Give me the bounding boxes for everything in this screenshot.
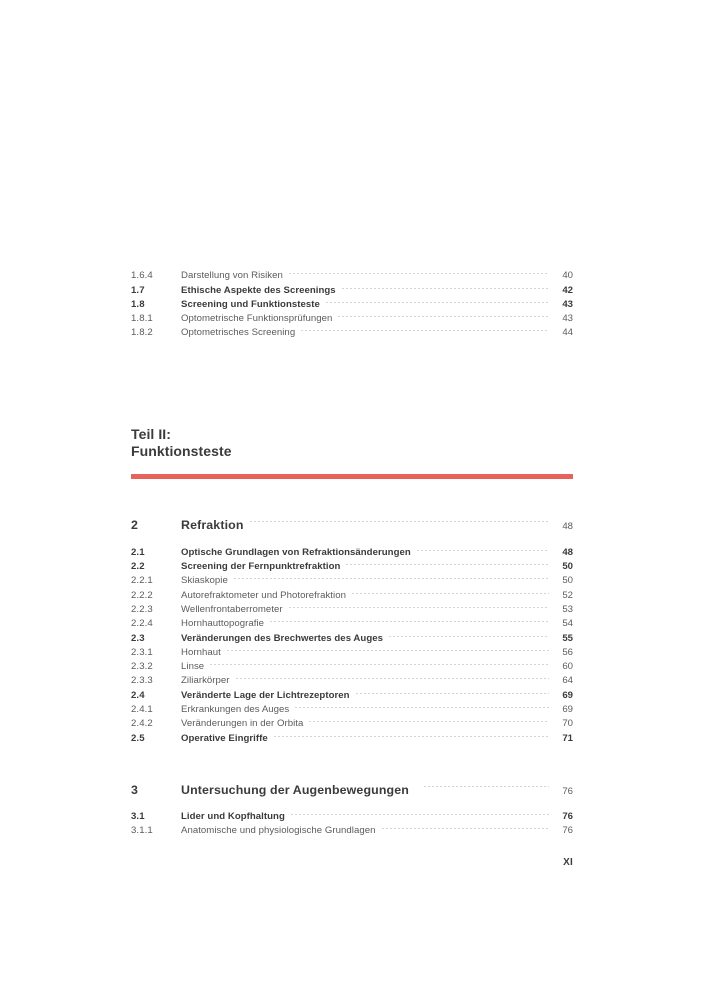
toc-entry-number: 2.2.4 <box>131 618 153 630</box>
toc-row[interactable] <box>131 264 573 282</box>
part-heading-block <box>131 426 573 479</box>
toc-group-chapter1-continued <box>131 264 573 339</box>
toc-entry-number: 2.3.3 <box>131 675 153 687</box>
dot-leader <box>355 683 549 697</box>
toc-entry-title: Wellenfrontaberrometer <box>181 603 283 615</box>
toc-entry-page: 76 <box>562 825 573 837</box>
toc-content <box>131 264 573 837</box>
toc-entry-title: Ziliarkörper <box>181 675 230 687</box>
toc-group-chapter3 <box>131 805 573 837</box>
toc-entry-page: 60 <box>562 661 573 673</box>
chapter-title: Untersuchung der Augenbewegungen <box>181 782 409 797</box>
toc-entry-page: 54 <box>562 618 573 630</box>
spacer <box>131 335 573 426</box>
dot-leader <box>288 264 549 278</box>
dot-leader <box>273 726 549 740</box>
dot-leader <box>388 626 549 640</box>
dot-leader <box>294 698 549 712</box>
dot-leader <box>300 321 549 335</box>
toc-entry-title: Screening der Fernpunktrefraktion <box>181 561 341 573</box>
toc-entry-title: Optometrisches Screening <box>181 327 296 339</box>
toc-entry-title: Screening und Funktionsteste <box>181 298 320 310</box>
toc-entry-title: Operative Eingriffe <box>181 732 268 744</box>
dot-leader <box>308 712 549 726</box>
toc-entry-number: 2.2.3 <box>131 603 153 615</box>
toc-entry-number: 1.8 <box>131 298 145 310</box>
toc-entry-number: 2.3.1 <box>131 646 153 658</box>
toc-entry-page: 53 <box>562 603 573 615</box>
toc-entry-title: Hornhauttopografie <box>181 618 265 630</box>
toc-entry-title: Autorefraktometer und Photorefraktion <box>181 589 346 601</box>
toc-entry-page: 70 <box>562 718 573 730</box>
toc-entry-number: 2.5 <box>131 732 145 744</box>
toc-entry-title: Ethische Aspekte des Screenings <box>181 284 336 296</box>
toc-entry-title: Anatomische und physiologische Grundlagen <box>181 825 376 837</box>
toc-entry-number: 2.3.2 <box>131 661 153 673</box>
dot-leader <box>345 555 549 569</box>
toc-entry-page: 71 <box>562 732 573 744</box>
toc-entry-number: 1.8.1 <box>131 313 153 325</box>
toc-entry-number: 2.4.2 <box>131 718 153 730</box>
dot-leader <box>209 655 549 669</box>
toc-group-chapter2 <box>131 540 573 744</box>
chapter-number: 2 <box>131 518 139 533</box>
chapter-number: 3 <box>131 782 139 797</box>
toc-entry-number: 3.1.1 <box>131 825 153 837</box>
toc-entry-page: 42 <box>562 284 573 296</box>
dot-leader <box>351 583 549 597</box>
toc-row-chapter[interactable] <box>131 773 573 797</box>
toc-entry-page: 55 <box>562 632 573 644</box>
toc-entry-number: 2.4.1 <box>131 704 153 716</box>
dot-leader <box>423 773 549 794</box>
part-label-line2: Funktionsteste <box>131 443 232 460</box>
toc-entry-number: 1.7 <box>131 284 145 296</box>
toc-entry-page: 64 <box>562 675 573 687</box>
toc-entry-title: Darstellung von Risiken <box>181 270 283 282</box>
toc-entry-number: 2.1 <box>131 546 145 558</box>
dot-leader <box>233 569 549 583</box>
toc-entry-title: Veränderungen des Brechwertes des Auges <box>181 632 383 644</box>
toc-entry-title: Linse <box>181 661 205 673</box>
dot-leader <box>235 669 549 683</box>
dot-leader <box>325 293 549 307</box>
toc-entry-title: Erkrankungen des Auges <box>181 704 290 716</box>
toc-entry-title: Skiaskopie <box>181 575 228 587</box>
chapter-title: Refraktion <box>181 518 244 533</box>
toc-entry-page: 44 <box>562 327 573 339</box>
dot-leader <box>226 641 549 655</box>
dot-leader <box>341 278 549 292</box>
toc-entry-page: 52 <box>562 589 573 601</box>
toc-row-chapter[interactable] <box>131 508 573 533</box>
toc-entry-page: 76 <box>562 810 573 822</box>
toc-entry-page: 48 <box>562 546 573 558</box>
toc-entry-page: 43 <box>562 298 573 310</box>
spacer <box>131 479 573 508</box>
toc-entry-page: 50 <box>562 561 573 573</box>
dot-leader <box>269 612 549 626</box>
toc-entry-title: Optische Grundlagen von Refraktionsänderungen <box>181 546 411 558</box>
dot-leader <box>381 819 550 833</box>
toc-entry-number: 2.4 <box>131 689 145 701</box>
dot-leader <box>337 307 549 321</box>
toc-row[interactable] <box>131 805 573 822</box>
chapter-page: 48 <box>562 521 573 533</box>
toc-entry-title: Veränderungen in der Orbita <box>181 718 304 730</box>
toc-entry-page: 50 <box>562 575 573 587</box>
part-label-line1: Teil II: <box>131 426 171 443</box>
toc-entry-title: Veränderte Lage der Lichtrezeptoren <box>181 689 350 701</box>
toc-entry-number: 2.2.1 <box>131 575 153 587</box>
toc-row[interactable] <box>131 540 573 558</box>
toc-entry-number: 3.1 <box>131 810 145 822</box>
spacer <box>131 460 573 474</box>
toc-entry-page: 69 <box>562 689 573 701</box>
dot-leader <box>416 540 549 554</box>
toc-entry-number: 2.3 <box>131 632 145 644</box>
toc-entry-page: 56 <box>562 646 573 658</box>
toc-entry-number: 2.2.2 <box>131 589 153 601</box>
toc-entry-page: 69 <box>562 704 573 716</box>
page-folio: XI <box>563 857 573 868</box>
dot-leader <box>249 508 549 529</box>
toc-entry-number: 1.8.2 <box>131 327 153 339</box>
chapter-page: 76 <box>562 785 573 797</box>
toc-entry-number: 1.6.4 <box>131 270 153 282</box>
toc-entry-title: Lider und Kopfhaltung <box>181 810 285 822</box>
dot-leader <box>288 598 549 612</box>
toc-entry-page: 43 <box>562 313 573 325</box>
toc-entry-title: Optometrische Funktionsprüfungen <box>181 313 333 325</box>
toc-entry-title: Hornhaut <box>181 646 221 658</box>
dot-leader <box>290 805 549 819</box>
toc-entry-number: 2.2 <box>131 561 145 573</box>
toc-entry-page: 40 <box>562 270 573 282</box>
